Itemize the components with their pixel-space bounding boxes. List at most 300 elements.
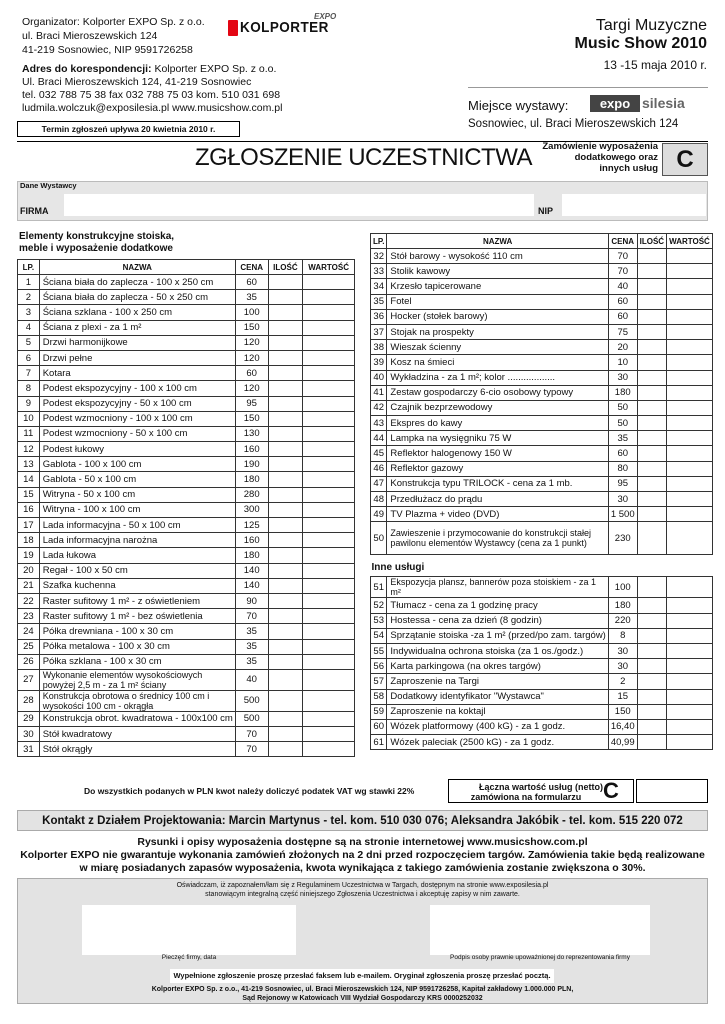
stamp-field[interactable] bbox=[82, 905, 296, 955]
form-title: ZGŁOSZENIE UCZESTNICTWA bbox=[195, 144, 532, 171]
table-row bbox=[18, 593, 355, 608]
item-qty-input[interactable] bbox=[268, 609, 303, 624]
subtitle-line: dodatkowego oraz bbox=[574, 152, 658, 163]
item-qty-input[interactable] bbox=[268, 275, 303, 290]
item-name: Stół okrągły bbox=[39, 742, 235, 757]
col-price: CENA bbox=[235, 260, 268, 275]
signature-field[interactable] bbox=[430, 905, 650, 955]
item-value-input[interactable] bbox=[667, 492, 713, 507]
item-lp: 40 bbox=[371, 370, 387, 385]
item-value-input[interactable] bbox=[667, 264, 713, 279]
table-header bbox=[371, 234, 713, 249]
item-qty-input[interactable] bbox=[637, 492, 666, 507]
item-value-input[interactable] bbox=[303, 305, 355, 320]
item-qty-input[interactable] bbox=[268, 548, 303, 563]
table-row bbox=[18, 350, 355, 365]
item-name: Wieszak ścienny bbox=[387, 340, 608, 355]
item-lp: 44 bbox=[371, 431, 387, 446]
item-qty-input[interactable] bbox=[637, 279, 666, 294]
table-row bbox=[371, 370, 713, 385]
item-name: Karta parkingowa (na okres targów) bbox=[387, 659, 608, 674]
note-line: w miarę posiadanych zapasów wyposażenia, kwota wynikająca z takiego zamówienia zostanie zwiększona o 30%. bbox=[79, 862, 646, 874]
item-price: 40 bbox=[235, 669, 268, 690]
item-value-input[interactable] bbox=[667, 476, 713, 491]
item-lp: 35 bbox=[371, 294, 387, 309]
item-value-input[interactable] bbox=[303, 578, 355, 593]
item-value-input[interactable] bbox=[667, 249, 713, 264]
item-lp: 9 bbox=[18, 396, 40, 411]
item-price: 70 bbox=[235, 609, 268, 624]
item-name: Stół kwadratowy bbox=[39, 727, 235, 742]
item-value-input[interactable] bbox=[667, 613, 713, 628]
item-value-input[interactable] bbox=[303, 548, 355, 563]
table-header bbox=[18, 260, 355, 275]
item-lp: 51 bbox=[371, 577, 387, 598]
item-qty-input[interactable] bbox=[637, 340, 666, 355]
item-value-input[interactable] bbox=[303, 487, 355, 502]
form-subtitle bbox=[520, 141, 658, 174]
item-value-input[interactable] bbox=[303, 350, 355, 365]
item-lp: 7 bbox=[18, 366, 40, 381]
table-row bbox=[18, 690, 355, 711]
item-value-input[interactable] bbox=[667, 507, 713, 522]
item-value-input[interactable] bbox=[303, 563, 355, 578]
table-row bbox=[18, 472, 355, 487]
item-value-input[interactable] bbox=[303, 654, 355, 669]
correspondence-line: Ul. Braci Mieroszewskich 124, 41-219 Sosnowiec bbox=[22, 76, 252, 88]
item-price: 50 bbox=[608, 400, 637, 415]
item-price: 120 bbox=[235, 381, 268, 396]
item-value-input[interactable] bbox=[667, 279, 713, 294]
item-value-input[interactable] bbox=[303, 518, 355, 533]
item-price: 30 bbox=[608, 492, 637, 507]
item-price: 280 bbox=[235, 487, 268, 502]
item-name: Ściana biała do zaplecza - 100 x 250 cm bbox=[39, 275, 235, 290]
item-lp: 22 bbox=[18, 593, 40, 608]
deadline-note: Termin zgłoszeń upływa 20 kwietnia 2010 r. bbox=[17, 121, 240, 137]
item-value-input[interactable] bbox=[667, 689, 713, 704]
item-value-input[interactable] bbox=[303, 593, 355, 608]
declaration-line: stanowiącym integralną część niniejszego Zgłoszenia Uczestnictwa i akceptuję zapisy w nim zawarte. bbox=[205, 891, 520, 898]
item-value-input[interactable] bbox=[667, 431, 713, 446]
item-qty-input[interactable] bbox=[268, 457, 303, 472]
table-row bbox=[18, 624, 355, 639]
item-price: 90 bbox=[235, 593, 268, 608]
item-qty-input[interactable] bbox=[637, 674, 666, 689]
item-value-input[interactable] bbox=[303, 426, 355, 441]
item-lp: 55 bbox=[371, 643, 387, 658]
item-qty-input[interactable] bbox=[268, 690, 303, 711]
item-qty-input[interactable] bbox=[268, 578, 303, 593]
summary-line: zamówiona na formularzu bbox=[470, 792, 582, 802]
item-qty-input[interactable] bbox=[637, 309, 666, 324]
item-lp: 54 bbox=[371, 628, 387, 643]
note-line: Kolporter EXPO nie gwarantuje wykonania zamówień złożonych na 2 dni przed rozpoczęciem targów. Zamówienia takie będą realizowane bbox=[20, 849, 705, 861]
correspondence-line: ludmila.wolczuk@exposilesia.pl www.musicshow.com.pl bbox=[22, 102, 283, 114]
item-qty-input[interactable] bbox=[637, 446, 666, 461]
item-name: Hocker (stołek barowy) bbox=[387, 309, 608, 324]
item-price: 30 bbox=[608, 659, 637, 674]
item-value-input[interactable] bbox=[303, 711, 355, 726]
item-name: Zaproszenie na Targi bbox=[387, 674, 608, 689]
item-value-input[interactable] bbox=[667, 735, 713, 750]
item-price: 35 bbox=[235, 624, 268, 639]
nip-input[interactable] bbox=[562, 194, 706, 216]
item-value-input[interactable] bbox=[303, 624, 355, 639]
item-qty-input[interactable] bbox=[268, 487, 303, 502]
item-qty-input[interactable] bbox=[637, 598, 666, 613]
item-value-input[interactable] bbox=[667, 416, 713, 431]
col-qty: ILOŚĆ bbox=[268, 260, 303, 275]
item-lp: 49 bbox=[371, 507, 387, 522]
table-row bbox=[371, 643, 713, 658]
item-price: 125 bbox=[235, 518, 268, 533]
item-qty-input[interactable] bbox=[637, 249, 666, 264]
item-price: 70 bbox=[608, 249, 637, 264]
item-lp: 4 bbox=[18, 320, 40, 335]
col-qty: ILOŚĆ bbox=[637, 234, 666, 249]
item-qty-input[interactable] bbox=[637, 628, 666, 643]
item-value-input[interactable] bbox=[667, 370, 713, 385]
item-qty-input[interactable] bbox=[268, 426, 303, 441]
item-lp: 1 bbox=[18, 275, 40, 290]
item-lp: 25 bbox=[18, 639, 40, 654]
item-lp: 33 bbox=[371, 264, 387, 279]
signature-label: Podpis osoby prawnie upoważnionej do reprezentowania firmy bbox=[450, 954, 630, 961]
table-row bbox=[18, 335, 355, 350]
item-price: 35 bbox=[608, 431, 637, 446]
item-name: Półka szklana - 100 x 30 cm bbox=[39, 654, 235, 669]
item-value-input[interactable] bbox=[303, 335, 355, 350]
item-qty-input[interactable] bbox=[637, 324, 666, 339]
item-value-input[interactable] bbox=[303, 502, 355, 517]
item-qty-input[interactable] bbox=[268, 624, 303, 639]
item-name: Zaproszenie na koktajl bbox=[387, 704, 608, 719]
table-row bbox=[371, 431, 713, 446]
item-qty-input[interactable] bbox=[637, 522, 666, 555]
table-row bbox=[371, 689, 713, 704]
table-row bbox=[371, 719, 713, 734]
item-qty-input[interactable] bbox=[268, 742, 303, 757]
item-name: Regał - 100 x 50 cm bbox=[39, 563, 235, 578]
item-value-input[interactable] bbox=[667, 577, 713, 598]
item-price: 2 bbox=[608, 674, 637, 689]
item-name: Krzesło tapicerowane bbox=[387, 279, 608, 294]
table-row bbox=[18, 711, 355, 726]
correspondence-line: tel. 032 788 75 38 fax 032 788 75 03 kom. 510 031 698 bbox=[22, 89, 281, 101]
item-lp: 12 bbox=[18, 442, 40, 457]
item-lp: 31 bbox=[18, 742, 40, 757]
item-name: Stół barowy - wysokość 110 cm bbox=[387, 249, 608, 264]
declaration-line: Oświadczam, iż zapoznałem/łam się z Regulaminem Uczestnictwa w Targach, dostępnym na stronie www.exposilesia.pl bbox=[176, 882, 549, 889]
item-lp: 26 bbox=[18, 654, 40, 669]
item-value-input[interactable] bbox=[667, 628, 713, 643]
item-lp: 30 bbox=[18, 727, 40, 742]
item-name: Drzwi harmonijkowe bbox=[39, 335, 235, 350]
item-qty-input[interactable] bbox=[637, 416, 666, 431]
item-lp: 57 bbox=[371, 674, 387, 689]
item-qty-input[interactable] bbox=[637, 735, 666, 750]
item-name: Indywidualna ochrona stoiska (za 1 os./godz.) bbox=[387, 643, 608, 658]
item-name: Ściana biała do zaplecza - 50 x 250 cm bbox=[39, 290, 235, 305]
item-price: 40 bbox=[608, 279, 637, 294]
item-value-input[interactable] bbox=[667, 340, 713, 355]
table-row bbox=[371, 309, 713, 324]
item-name: Reflektor gazowy bbox=[387, 461, 608, 476]
item-value-input[interactable] bbox=[303, 442, 355, 457]
col-lp: LP. bbox=[18, 260, 40, 275]
item-qty-input[interactable] bbox=[268, 727, 303, 742]
left-section-title bbox=[19, 231, 174, 255]
table-row bbox=[18, 442, 355, 457]
item-name: Podest wzmocniony - 100 x 100 cm bbox=[39, 411, 235, 426]
item-name: Konstrukcja typu TRILOCK - cena za 1 mb. bbox=[387, 476, 608, 491]
item-value-input[interactable] bbox=[667, 704, 713, 719]
send-instructions: Wypełnione zgłoszenie proszę przesłać faksem lub e-mailem. Oryginał zgłoszenia proszę przesłać pocztą. bbox=[170, 969, 554, 983]
item-qty-input[interactable] bbox=[637, 385, 666, 400]
table-row bbox=[371, 507, 713, 522]
item-qty-input[interactable] bbox=[268, 518, 303, 533]
item-lp: 41 bbox=[371, 385, 387, 400]
item-lp: 23 bbox=[18, 609, 40, 624]
footer bbox=[17, 985, 708, 1003]
item-lp: 27 bbox=[18, 669, 40, 690]
table-row bbox=[371, 279, 713, 294]
item-value-input[interactable] bbox=[667, 643, 713, 658]
item-qty-input[interactable] bbox=[268, 563, 303, 578]
item-name: Witryna - 50 x 100 cm bbox=[39, 487, 235, 502]
item-qty-input[interactable] bbox=[637, 461, 666, 476]
item-price: 1 500 bbox=[608, 507, 637, 522]
item-price: 150 bbox=[608, 704, 637, 719]
correspondence-address bbox=[22, 63, 282, 115]
item-qty-input[interactable] bbox=[268, 335, 303, 350]
item-value-input[interactable] bbox=[303, 396, 355, 411]
item-qty-input[interactable] bbox=[637, 613, 666, 628]
notes bbox=[17, 836, 708, 875]
item-qty-input[interactable] bbox=[637, 643, 666, 658]
item-qty-input[interactable] bbox=[637, 264, 666, 279]
item-qty-input[interactable] bbox=[268, 669, 303, 690]
table-row bbox=[371, 294, 713, 309]
item-name: Ściana z plexi - za 1 m² bbox=[39, 320, 235, 335]
services-title: Inne usługi bbox=[371, 562, 425, 574]
item-value-input[interactable] bbox=[303, 727, 355, 742]
item-name: Gablota - 100 x 100 cm bbox=[39, 457, 235, 472]
item-name: Sprzątanie stoiska -za 1 m² (przed/po zam. targów) bbox=[387, 628, 608, 643]
item-value-input[interactable] bbox=[303, 457, 355, 472]
logo-sub: EXPO bbox=[314, 12, 337, 21]
table-row bbox=[18, 487, 355, 502]
item-price: 8 bbox=[608, 628, 637, 643]
item-price: 300 bbox=[235, 502, 268, 517]
summary-value-input[interactable] bbox=[636, 779, 708, 803]
item-value-input[interactable] bbox=[303, 290, 355, 305]
fair-dates: 13 -15 maja 2010 r. bbox=[603, 58, 707, 72]
item-price: 15 bbox=[608, 689, 637, 704]
item-lp: 3 bbox=[18, 305, 40, 320]
item-lp: 29 bbox=[18, 711, 40, 726]
item-lp: 38 bbox=[371, 340, 387, 355]
item-price: 220 bbox=[608, 613, 637, 628]
item-price: 140 bbox=[235, 563, 268, 578]
item-price: 10 bbox=[608, 355, 637, 370]
item-name: Zestaw gospodarczy 6-cio osobowy typowy bbox=[387, 385, 608, 400]
item-price: 70 bbox=[235, 727, 268, 742]
item-value-input[interactable] bbox=[667, 522, 713, 555]
item-name: TV Plazma + video (DVD) bbox=[387, 507, 608, 522]
item-price: 75 bbox=[608, 324, 637, 339]
item-value-input[interactable] bbox=[303, 320, 355, 335]
item-value-input[interactable] bbox=[667, 659, 713, 674]
table-row bbox=[18, 290, 355, 305]
item-value-input[interactable] bbox=[303, 275, 355, 290]
item-qty-input[interactable] bbox=[637, 577, 666, 598]
item-name: Drzwi pełne bbox=[39, 350, 235, 365]
item-qty-input[interactable] bbox=[637, 689, 666, 704]
item-qty-input[interactable] bbox=[268, 442, 303, 457]
item-value-input[interactable] bbox=[303, 669, 355, 690]
item-price: 100 bbox=[235, 305, 268, 320]
item-value-input[interactable] bbox=[667, 400, 713, 415]
item-name: Podest wzmocniony - 50 x 100 cm bbox=[39, 426, 235, 441]
item-lp: 39 bbox=[371, 355, 387, 370]
table-row bbox=[371, 355, 713, 370]
item-qty-input[interactable] bbox=[637, 719, 666, 734]
table-row bbox=[18, 609, 355, 624]
item-qty-input[interactable] bbox=[268, 654, 303, 669]
services-header-row bbox=[371, 555, 713, 577]
item-lp: 19 bbox=[18, 548, 40, 563]
item-name: Lampka na wysięgniku 75 W bbox=[387, 431, 608, 446]
item-price: 40,99 bbox=[608, 735, 637, 750]
fair-title: Music Show 2010 bbox=[574, 35, 707, 52]
item-name: Wózek paleciak (2500 kG) - za 1 godz. bbox=[387, 735, 608, 750]
item-lp: 8 bbox=[18, 381, 40, 396]
table-row bbox=[18, 654, 355, 669]
table-row bbox=[371, 324, 713, 339]
item-price: 120 bbox=[235, 350, 268, 365]
item-lp: 47 bbox=[371, 476, 387, 491]
item-price: 70 bbox=[608, 264, 637, 279]
table-row bbox=[371, 461, 713, 476]
item-value-input[interactable] bbox=[303, 366, 355, 381]
item-value-input[interactable] bbox=[667, 674, 713, 689]
table-row bbox=[18, 275, 355, 290]
item-qty-input[interactable] bbox=[268, 411, 303, 426]
organizer-line: Organizator: Kolporter EXPO Sp. z o.o. bbox=[22, 16, 205, 28]
item-lp: 14 bbox=[18, 472, 40, 487]
item-name: Fotel bbox=[387, 294, 608, 309]
item-price: 160 bbox=[235, 533, 268, 548]
item-price: 190 bbox=[235, 457, 268, 472]
item-qty-input[interactable] bbox=[637, 659, 666, 674]
item-qty-input[interactable] bbox=[268, 305, 303, 320]
item-qty-input[interactable] bbox=[637, 294, 666, 309]
item-price: 95 bbox=[235, 396, 268, 411]
item-value-input[interactable] bbox=[303, 381, 355, 396]
item-value-input[interactable] bbox=[667, 461, 713, 476]
item-lp: 32 bbox=[371, 249, 387, 264]
item-value-input[interactable] bbox=[303, 411, 355, 426]
item-qty-input[interactable] bbox=[268, 320, 303, 335]
item-price: 140 bbox=[235, 578, 268, 593]
item-value-input[interactable] bbox=[667, 446, 713, 461]
item-value-input[interactable] bbox=[303, 742, 355, 757]
item-name: Tłumacz - cena za 1 godzinę pracy bbox=[387, 598, 608, 613]
item-price: 100 bbox=[608, 577, 637, 598]
item-lp: 5 bbox=[18, 335, 40, 350]
item-value-input[interactable] bbox=[667, 355, 713, 370]
item-value-input[interactable] bbox=[667, 324, 713, 339]
firma-input[interactable] bbox=[64, 194, 534, 216]
item-value-input[interactable] bbox=[667, 294, 713, 309]
item-qty-input[interactable] bbox=[637, 370, 666, 385]
item-price: 35 bbox=[235, 654, 268, 669]
item-qty-input[interactable] bbox=[637, 476, 666, 491]
footer-line: Kolporter EXPO Sp. z o.o., 41-219 Sosnowiec, ul. Braci Mieroszewskich 124, NIP 9591726258, Kapitał zakładowy 1.000.000 PLN, bbox=[151, 986, 574, 993]
table-row bbox=[371, 628, 713, 643]
organizer-info bbox=[22, 15, 205, 57]
item-name: Lada informacyjna narożna bbox=[39, 533, 235, 548]
table-row bbox=[18, 305, 355, 320]
item-lp: 37 bbox=[371, 324, 387, 339]
item-value-input[interactable] bbox=[667, 385, 713, 400]
item-qty-input[interactable] bbox=[268, 381, 303, 396]
item-value-input[interactable] bbox=[667, 719, 713, 734]
item-qty-input[interactable] bbox=[637, 507, 666, 522]
item-value-input[interactable] bbox=[667, 598, 713, 613]
logo-mark-icon bbox=[228, 20, 238, 36]
item-value-input[interactable] bbox=[303, 472, 355, 487]
col-price: CENA bbox=[608, 234, 637, 249]
table-row bbox=[18, 742, 355, 757]
item-name: Kotara bbox=[39, 366, 235, 381]
item-value-input[interactable] bbox=[303, 609, 355, 624]
fair-name: Targi Muzyczne bbox=[595, 17, 707, 34]
item-qty-input[interactable] bbox=[268, 639, 303, 654]
table-row bbox=[371, 522, 713, 555]
item-qty-input[interactable] bbox=[268, 711, 303, 726]
item-qty-input[interactable] bbox=[268, 502, 303, 517]
item-qty-input[interactable] bbox=[268, 593, 303, 608]
item-value-input[interactable] bbox=[303, 639, 355, 654]
item-qty-input[interactable] bbox=[268, 350, 303, 365]
item-qty-input[interactable] bbox=[268, 290, 303, 305]
organizer-line: ul. Braci Mieroszewskich 124 bbox=[22, 30, 158, 42]
item-qty-input[interactable] bbox=[637, 400, 666, 415]
item-qty-input[interactable] bbox=[268, 533, 303, 548]
col-value: WARTOŚĆ bbox=[667, 234, 713, 249]
item-name: Wykładzina - za 1 m²; kolor .................. bbox=[387, 370, 608, 385]
item-value-input[interactable] bbox=[303, 690, 355, 711]
item-name: Podest ekspozycyjny - 100 x 100 cm bbox=[39, 381, 235, 396]
item-qty-input[interactable] bbox=[637, 431, 666, 446]
table-row bbox=[18, 366, 355, 381]
item-value-input[interactable] bbox=[303, 533, 355, 548]
table-row bbox=[371, 659, 713, 674]
item-qty-input[interactable] bbox=[268, 366, 303, 381]
item-qty-input[interactable] bbox=[268, 472, 303, 487]
item-lp: 61 bbox=[371, 735, 387, 750]
item-name: Półka drewniana - 100 x 30 cm bbox=[39, 624, 235, 639]
item-value-input[interactable] bbox=[667, 309, 713, 324]
item-qty-input[interactable] bbox=[637, 355, 666, 370]
item-qty-input[interactable] bbox=[637, 704, 666, 719]
item-qty-input[interactable] bbox=[268, 396, 303, 411]
table-row bbox=[371, 492, 713, 507]
item-lp: 16 bbox=[18, 502, 40, 517]
